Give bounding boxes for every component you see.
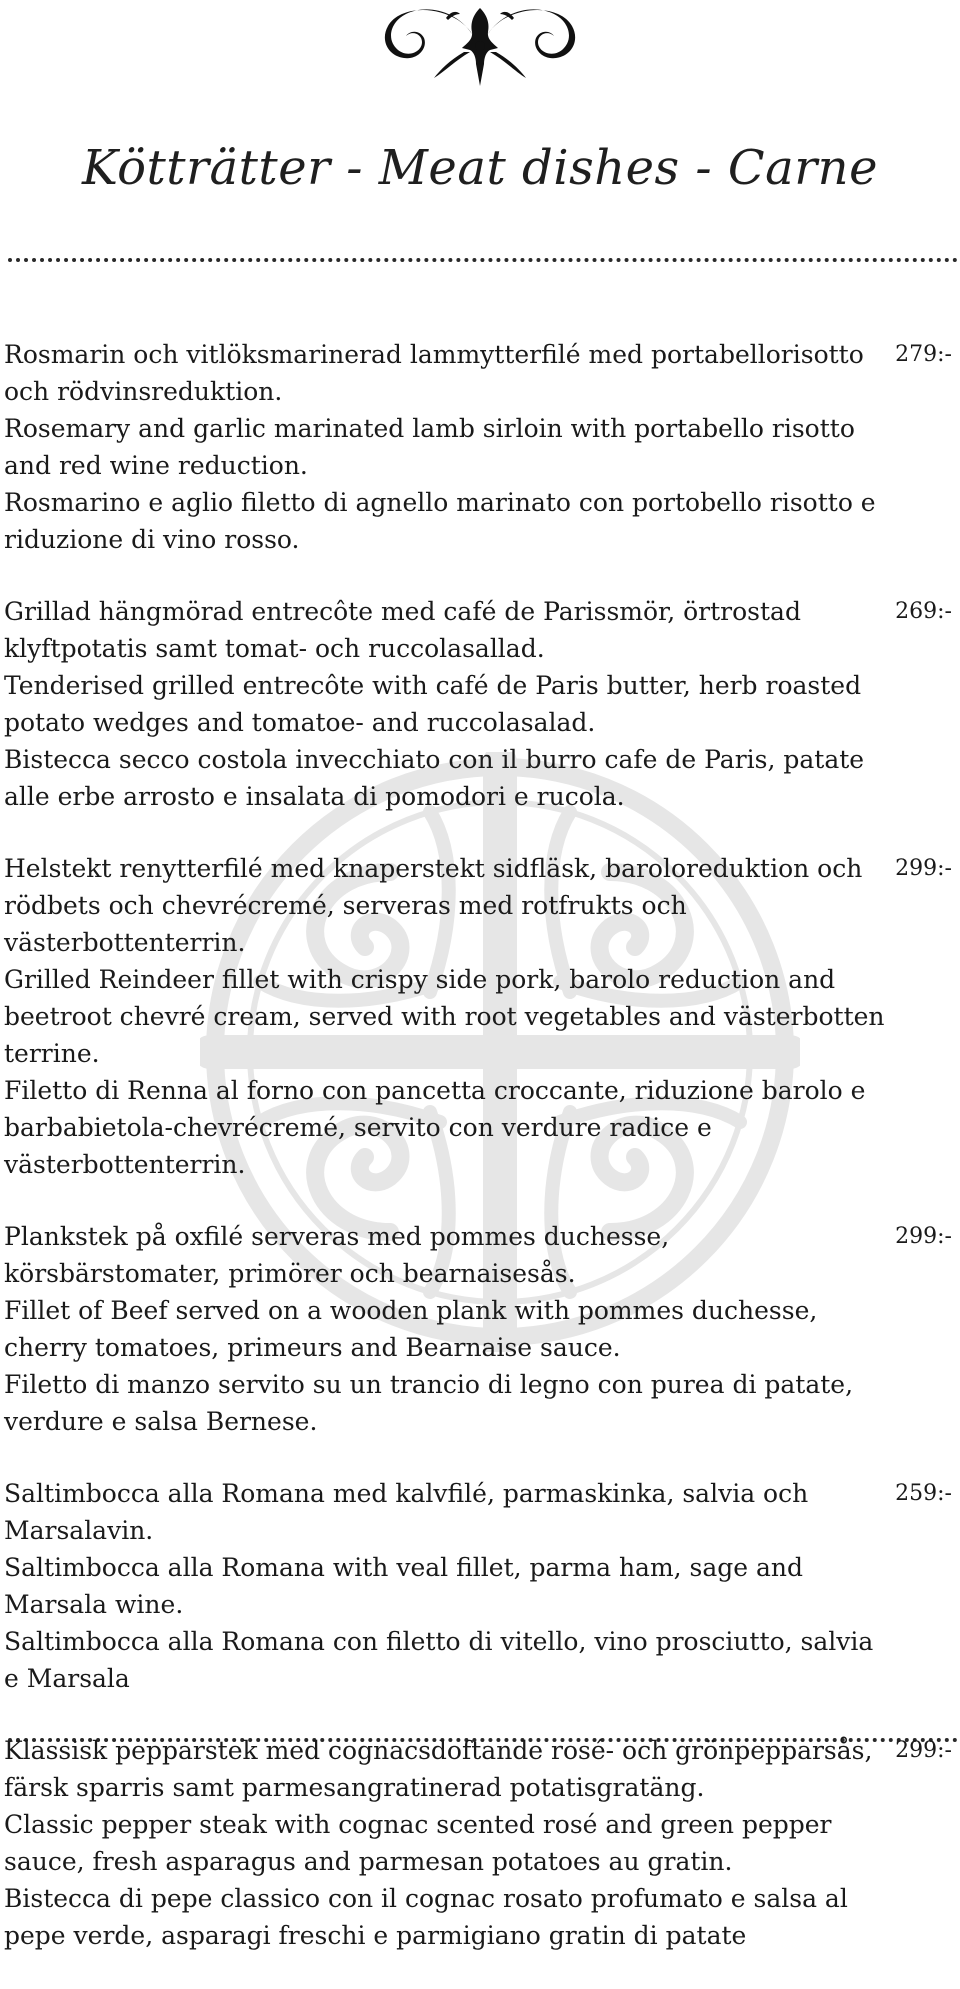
menu-item-swedish: Rosmarin och vitlöksmarinerad lammytterfilé med portabellorisotto och rödvinsreduktion. <box>4 340 864 406</box>
menu-item-english: Classic pepper steak with cognac scented rosé and green pepper sauce, fresh asparagus and parmesan potatoes au gratin. <box>4 1810 832 1876</box>
menu-item-italian: Filetto di manzo servito su un trancio di legno con purea di patate, verdure e salsa Bernese. <box>4 1370 854 1436</box>
menu-item-italian: Filetto di Renna al forno con pancetta croccante, riduzione barolo e barbabietola-chevrécremé, servito con verdure radice e västerbottenterrin. <box>4 1076 866 1179</box>
menu-item <box>4 593 956 815</box>
menu-item-english: Tenderised grilled entrecôte with café de Paris butter, herb roasted potato wedges and tomatoe- and ruccolasalad. <box>4 671 862 737</box>
menu-list <box>4 336 956 1989</box>
menu-item-italian: Bistecca secco costola invecchiato con il burro cafe de Paris, patate alle erbe arrosto e insalata di pomodori e rucola. <box>4 745 865 811</box>
menu-item-english: Saltimbocca alla Romana with veal fillet, parma ham, sage and Marsala wine. <box>4 1553 804 1619</box>
menu-item <box>4 850 956 1183</box>
menu-item <box>4 336 956 558</box>
divider-top <box>8 258 958 262</box>
menu-item <box>4 1475 956 1697</box>
menu-item <box>4 1218 956 1440</box>
menu-item-price: 269:- <box>895 599 952 624</box>
menu-item-english: Grilled Reindeer fillet with crispy side pork, barolo reduction and beetroot chevré cream, served with root vegetables and västerbotten terrine. <box>4 965 885 1068</box>
menu-item-italian: Rosmarino e aglio filetto di agnello marinato con portobello risotto e riduzione di vino rosso. <box>4 488 876 554</box>
menu-item-price: 279:- <box>895 342 952 367</box>
menu-item-english: Rosemary and garlic marinated lamb sirloin with portabello risotto and red wine reduction. <box>4 414 855 480</box>
menu-item-italian: Saltimbocca alla Romana con filetto di vitello, vino prosciutto, salvia e Marsala <box>4 1627 874 1693</box>
menu-item-swedish: Grillad hängmörad entrecôte med café de Parissmör, örtrostad klyftpotatis samt tomat- och ruccolasallad. <box>4 597 801 663</box>
menu-item-price: 299:- <box>895 856 952 881</box>
menu-item-italian: Bistecca di pepe classico con il cognac rosato profumato e salsa al pepe verde, asparagi freschi e parmigiano gratin di patate <box>4 1884 848 1950</box>
menu-item-swedish: Saltimbocca alla Romana med kalvfilé, parmaskinka, salvia och Marsalavin. <box>4 1479 809 1545</box>
menu-item-swedish: Helstekt renytterfilé med knaperstekt sidfläsk, baroloreduktion och rödbets och chevrécremé, serveras med rotfrukts och västerbottenterrin. <box>4 854 863 957</box>
menu-item-price: 299:- <box>895 1738 952 1763</box>
ornament-flourish-icon <box>360 0 600 92</box>
menu-item-price: 259:- <box>895 1481 952 1506</box>
menu-item-swedish: Plankstek på oxfilé serveras med pommes duchesse, körsbärstomater, primörer och bearnaisesås. <box>4 1222 670 1288</box>
menu-item <box>4 1732 956 1954</box>
menu-item-price: 299:- <box>895 1224 952 1249</box>
menu-item-english: Fillet of Beef served on a wooden plank with pommes duchesse, cherry tomatoes, primeurs and Bearnaise sauce. <box>4 1296 818 1362</box>
page-title: Kötträtter - Meat dishes - Carne <box>82 140 878 196</box>
menu-item-swedish: Klassisk pepparstek med cognacsdoftande rosé- och grönpepparsås, färsk sparris samt parmesangratinerad potatisgratäng. <box>4 1736 873 1802</box>
